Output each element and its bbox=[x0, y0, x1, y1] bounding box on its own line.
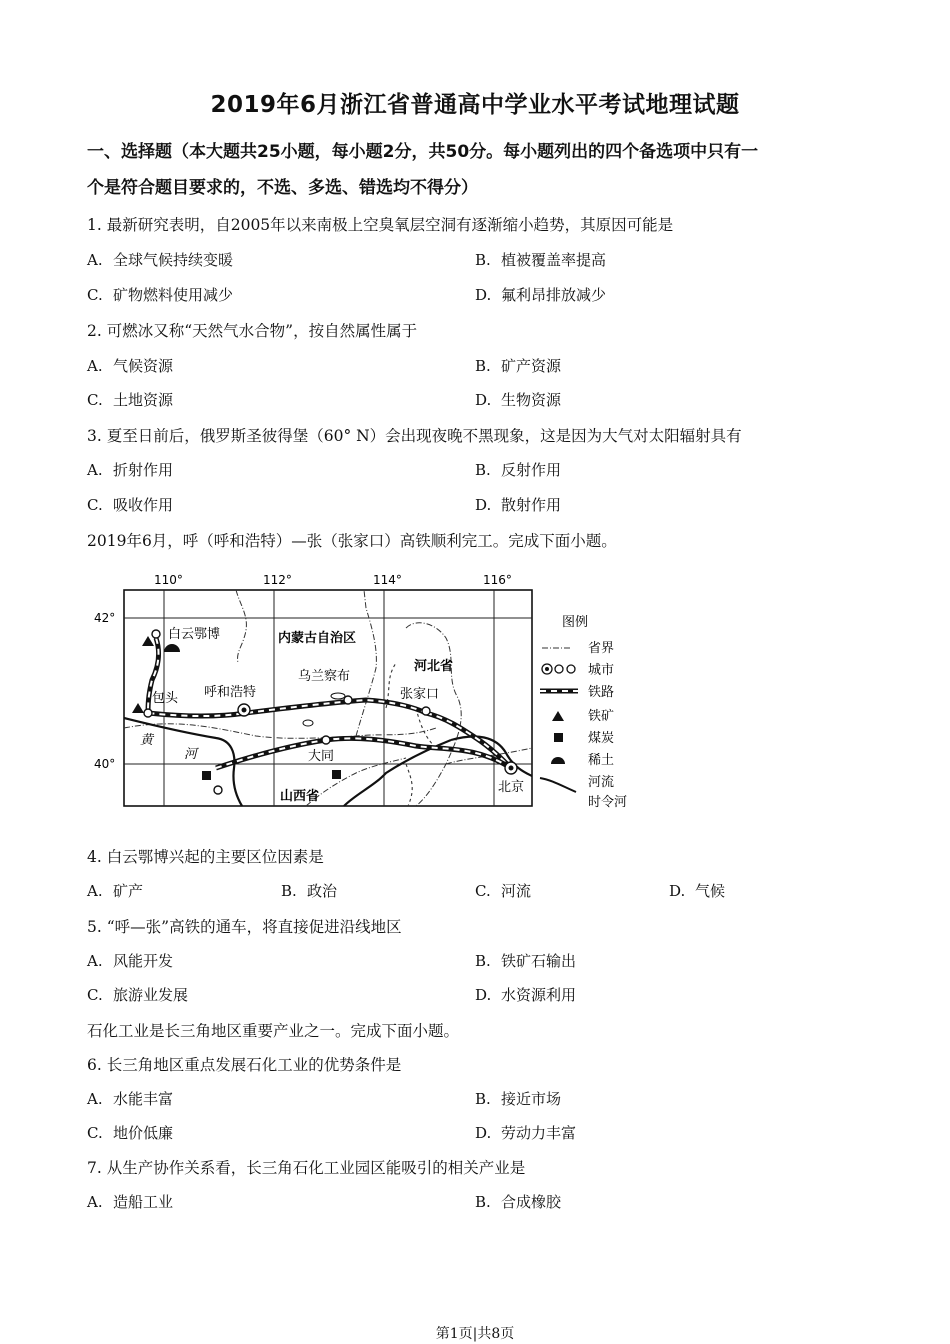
map-legend bbox=[540, 615, 627, 810]
lake-1 bbox=[331, 693, 345, 699]
lake-2 bbox=[303, 720, 313, 726]
svg-text:时令河: 时令河 bbox=[588, 795, 628, 810]
province-borders bbox=[124, 590, 532, 806]
q1-option-a: A. 全球气候持续变暖 bbox=[87, 251, 234, 269]
q2-option-b: B. 矿产资源 bbox=[475, 357, 562, 375]
q3-option-b: B. 反射作用 bbox=[475, 461, 562, 479]
lat-label-42: 42° bbox=[94, 611, 116, 625]
iron-ore-symbol-2 bbox=[132, 703, 144, 713]
question-2-stem: 2. 可燃冰又称“天然气水合物”，按自然属性属于 bbox=[87, 322, 418, 340]
q6-option-b: B. 接近市场 bbox=[475, 1090, 562, 1108]
legend-title: 图例 bbox=[562, 615, 589, 630]
q6-option-c: C. 地价低廉 bbox=[87, 1124, 174, 1142]
label-zhangjiakou: 张家口 bbox=[400, 687, 440, 702]
label-hebei: 河北省 bbox=[414, 659, 454, 674]
city-zhangjiakou bbox=[422, 707, 430, 715]
q2-option-a: A. 气候资源 bbox=[87, 357, 174, 375]
svg-text:稀土: 稀土 bbox=[588, 753, 615, 768]
lon-label-114: 114° bbox=[373, 573, 402, 587]
lon-label-110: 110° bbox=[154, 573, 183, 587]
label-ulanqab: 乌兰察布 bbox=[298, 669, 351, 684]
q7-option-b: B. 合成橡胶 bbox=[475, 1193, 562, 1211]
city-datong bbox=[322, 736, 330, 744]
seasonal-rivers bbox=[386, 663, 436, 806]
q7-option-a: A. 造船工业 bbox=[87, 1193, 174, 1211]
city-baiyun bbox=[152, 630, 160, 638]
rail-map-figure bbox=[86, 568, 646, 813]
label-baiyun: 白云鄂博 bbox=[168, 627, 221, 642]
q4-option-a: A. 矿产 bbox=[87, 882, 144, 900]
q3-option-d: D. 散射作用 bbox=[475, 496, 562, 514]
label-inner-mongolia: 内蒙古自治区 bbox=[278, 631, 357, 646]
q5-option-a: A. 风能开发 bbox=[87, 952, 174, 970]
q1-option-c: C. 矿物燃料使用减少 bbox=[87, 286, 234, 304]
q2-option-d: D. 生物资源 bbox=[475, 391, 562, 409]
question-6-stem: 6. 长三角地区重点发展石化工业的优势条件是 bbox=[87, 1056, 402, 1074]
map-frame bbox=[124, 590, 532, 806]
section-heading-line-2: 个是符合题目要求的，不选、多选、错选均不得分） bbox=[87, 178, 478, 198]
section-heading-line-1: 一、选择题（本大题共25小题，每小题2分，共50分。每小题列出的四个备选项中只有一 bbox=[87, 142, 759, 162]
svg-text:铁路: 铁路 bbox=[588, 685, 615, 700]
svg-text:城市: 城市 bbox=[588, 663, 615, 678]
label-hohhot: 呼和浩特 bbox=[204, 685, 257, 700]
q4-option-d: D. 气候 bbox=[669, 882, 726, 900]
label-baotou: 包头 bbox=[152, 691, 179, 706]
page-title: 2019年6月浙江省普通高中学业水平考试地理试题 bbox=[210, 92, 740, 118]
question-4-stem: 4. 白云鄂博兴起的主要区位因素是 bbox=[87, 848, 324, 866]
q5-option-c: C. 旅游业发展 bbox=[87, 986, 189, 1004]
q5-option-d: D. 水资源利用 bbox=[475, 986, 577, 1004]
lon-label-116: 116° bbox=[483, 573, 512, 587]
q6-option-d: D. 劳动力丰富 bbox=[475, 1124, 577, 1142]
svg-text:河流: 河流 bbox=[588, 775, 615, 790]
svg-text:省界: 省界 bbox=[588, 641, 615, 656]
q1-option-b: B. 植被覆盖率提高 bbox=[475, 251, 607, 269]
question-5-stem: 5. “呼—张”高铁的通车，将直接促进沿线地区 bbox=[87, 918, 402, 936]
question-3-stem: 3. 夏至日前后，俄罗斯圣彼得堡（60° N）会出现夜晚不黑现象，这是因为大气对太阳辐射具有 bbox=[87, 427, 742, 445]
svg-text:铁矿: 铁矿 bbox=[588, 709, 615, 724]
q5-option-b: B. 铁矿石输出 bbox=[475, 952, 577, 970]
yellow-river bbox=[124, 718, 242, 806]
coal-symbol-2 bbox=[332, 770, 341, 779]
lon-label-112: 112° bbox=[263, 573, 292, 587]
q2-option-c: C. 土地资源 bbox=[87, 391, 174, 409]
label-river-2: 河 bbox=[184, 747, 198, 762]
question-1-stem: 1. 最新研究表明，自2005年以来南极上空臭氧层空洞有逐渐缩小趋势，其原因可能是 bbox=[87, 216, 674, 234]
label-river-1: 黄 bbox=[140, 733, 154, 748]
q3-option-a: A. 折射作用 bbox=[87, 461, 174, 479]
question-7-stem: 7. 从生产协作关系看，长三角石化工业园区能吸引的相关产业是 bbox=[87, 1159, 526, 1177]
label-shanxi: 山西省 bbox=[280, 789, 320, 804]
coal-symbol bbox=[202, 771, 211, 780]
intro-q6-7: 石化工业是长三角地区重要产业之一。完成下面小题。 bbox=[87, 1022, 460, 1040]
rare-earth-symbol bbox=[164, 644, 180, 652]
city-baotou bbox=[144, 709, 152, 717]
label-beijing: 北京 bbox=[498, 780, 525, 795]
label-datong: 大同 bbox=[308, 749, 335, 764]
q6-option-a: A. 水能丰富 bbox=[87, 1090, 174, 1108]
lat-label-40: 40° bbox=[94, 757, 116, 771]
q3-option-c: C. 吸收作用 bbox=[87, 496, 174, 514]
city-hohhot-dot bbox=[242, 708, 247, 713]
q1-option-d: D. 氟利昂排放减少 bbox=[475, 286, 607, 304]
q4-option-b: B. 政治 bbox=[281, 882, 338, 900]
city-sw bbox=[214, 786, 222, 794]
city-beijing-dot bbox=[509, 766, 514, 771]
iron-ore-symbol bbox=[142, 636, 154, 646]
intro-q4-5: 2019年6月，呼（呼和浩特）—张（张家口）高铁顺利完工。完成下面小题。 bbox=[87, 532, 617, 550]
city-ulanqab bbox=[344, 696, 352, 704]
svg-text:煤炭: 煤炭 bbox=[588, 731, 615, 746]
q4-option-c: C. 河流 bbox=[475, 882, 532, 900]
page-footer: 第1页|共8页 bbox=[435, 1326, 515, 1342]
